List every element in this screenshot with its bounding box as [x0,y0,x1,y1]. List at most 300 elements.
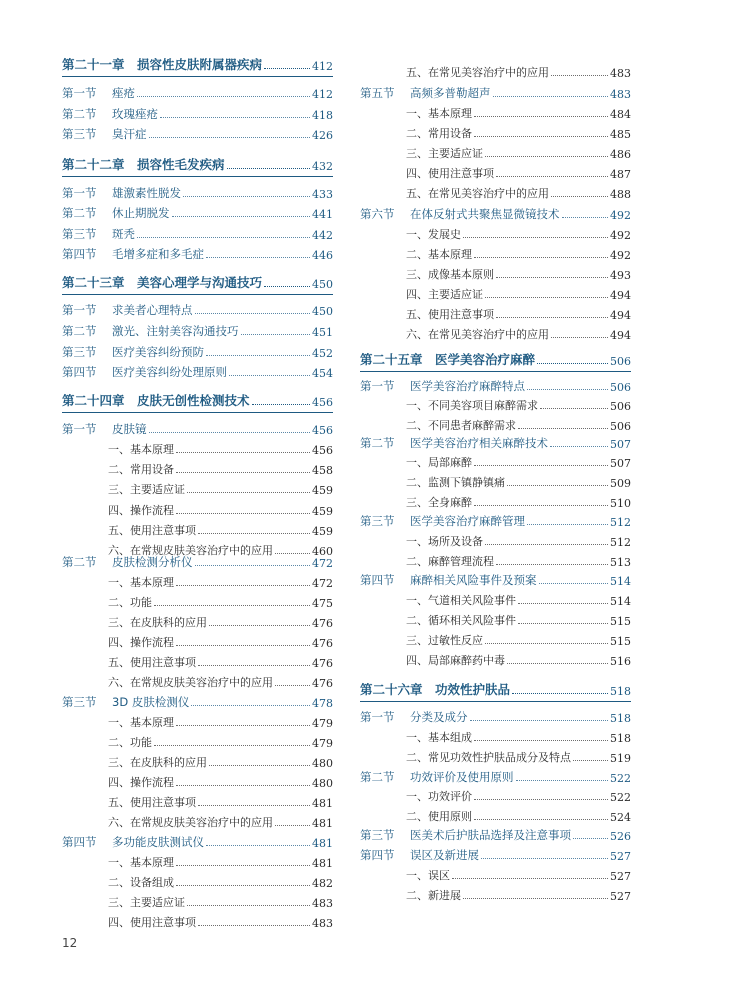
toc-section-entry[interactable] [62,81,333,101]
toc-sub-entry[interactable] [360,282,631,302]
toc-sub-entry[interactable] [360,804,631,824]
dot-leader [206,845,310,846]
toc-page-number: 515 [610,615,631,628]
toc-page-number: 494 [610,329,631,342]
toc-page-number: 506 [610,400,631,413]
dot-leader [481,858,608,859]
dot-leader [187,905,310,906]
dot-leader [496,176,608,177]
toc-section-entry[interactable] [360,823,631,843]
toc-entry-title: 二、常用设备 [406,127,472,140]
section-number: 第一节 [62,186,97,200]
dot-leader [527,524,608,525]
toc-entry-title: 第二十五章 医学美容治疗麻醉 [360,352,536,367]
dot-leader [537,363,608,364]
chapter-underline [62,412,333,413]
toc-page-number: 481 [312,837,333,850]
section-number: 第三节 [62,695,97,709]
toc-chapter-entry[interactable] [62,389,333,409]
toc-page-number: 454 [312,367,333,380]
toc-sub-entry[interactable] [360,725,631,745]
dot-leader [241,334,311,335]
toc-entry-title: 第二十二章 损容性毛发疾病 [62,157,225,172]
toc-sub-entry[interactable] [360,883,631,903]
section-number: 第六节 [360,207,395,221]
toc-page-number: 506 [610,381,631,394]
section-title: 休止期脱发 [112,206,170,220]
section-title: 雄激素性脱发 [112,186,181,200]
toc-page-number: 475 [312,597,333,610]
toc-section-entry[interactable] [360,81,631,101]
toc-section-entry[interactable] [360,374,631,394]
toc-page-number: 476 [312,657,333,670]
dot-leader [507,663,608,664]
toc-sub-entry[interactable] [360,588,631,608]
toc-section-entry[interactable] [62,102,333,122]
toc-entry-title [360,572,537,588]
toc-sub-entry[interactable] [62,477,333,497]
toc-entry-title: 一、基本原理 [406,107,472,120]
toc-page-number: 481 [312,857,333,870]
toc-entry-title: 一、场所及设备 [406,535,483,548]
dot-leader [172,216,311,217]
toc-entry-title: 第二十六章 功效性护肤品 [360,682,511,697]
toc-chapter-entry[interactable] [62,153,333,173]
toc-sub-entry[interactable] [360,470,631,490]
toc-sub-entry[interactable] [360,393,631,413]
toc-page-number: 509 [610,477,631,490]
toc-sub-entry[interactable] [360,181,631,201]
chapter-underline [62,294,333,295]
dot-leader [209,625,310,626]
section-title: 多功能皮肤测试仪 [112,835,204,849]
toc-entry-title [62,364,227,380]
dot-leader [573,760,608,761]
section-number: 第四节 [62,835,97,849]
section-title: 在体反射式共聚焦显微镜技术 [410,207,560,221]
toc-section-entry[interactable] [62,340,333,360]
section-number: 第三节 [62,127,97,141]
toc-section-entry[interactable] [62,319,333,339]
toc-section-entry[interactable] [360,765,631,785]
toc-page-number: 527 [610,850,631,863]
toc-sub-entry[interactable] [62,750,333,770]
dot-leader [551,196,608,197]
toc-page-number: 441 [312,208,333,221]
toc-entry-title: 二、循环相关风险事件 [406,614,516,627]
toc-sub-entry[interactable] [62,457,333,477]
section-number: 第三节 [62,227,97,241]
toc-sub-entry[interactable] [360,101,631,121]
toc-entry-title: 二、功能 [108,596,152,609]
section-title: 皮肤镜 [112,422,147,436]
section-title: 玫瑰痤疮 [112,107,158,121]
toc-page-number: 506 [610,355,631,368]
toc-section-entry[interactable] [360,843,631,863]
toc-entry-title: 一、功效评价 [406,790,472,803]
section-title: 医疗美容纠纷预防 [112,345,204,359]
dot-leader [551,75,608,76]
toc-page-number: 418 [312,109,333,122]
chapter-underline [360,701,631,702]
section-title: 分类及成分 [410,710,468,724]
toc-entry-title [62,205,170,221]
dot-leader [474,740,608,741]
section-number: 第五节 [360,86,395,100]
dot-leader [198,665,310,666]
toc-sub-entry[interactable] [360,784,631,804]
toc-page-number: 516 [610,655,631,668]
toc-page-number: 522 [610,772,631,785]
toc-page-number: 527 [610,870,631,883]
toc-sub-entry[interactable] [62,850,333,870]
toc-page-number: 518 [610,712,631,725]
section-title: 臭汗症 [112,127,147,141]
toc-page-number: 459 [312,505,333,518]
toc-entry-title: 一、基本原理 [108,856,174,869]
section-number: 第一节 [360,379,395,393]
dot-leader [176,885,310,886]
toc-entry-title: 五、在常见美容治疗中的应用 [406,187,549,200]
toc-section-entry[interactable] [62,181,333,201]
toc-page-number: 487 [610,168,631,181]
toc-entry-title: 三、过敏性反应 [406,634,483,647]
dot-leader [463,898,608,899]
toc-entry-title: 一、不同美容项目麻醉需求 [406,399,538,412]
dot-leader [176,645,310,646]
toc-entry-title: 一、基本组成 [406,731,472,744]
toc-sub-entry[interactable] [62,518,333,538]
dot-leader [137,96,310,97]
toc-entry-title: 六、在常规皮肤美容治疗中的应用 [108,544,273,557]
dot-leader [187,492,310,493]
dot-leader [470,720,609,721]
toc-entry-title [360,85,491,101]
dot-leader [562,217,609,218]
toc-sub-entry[interactable] [360,608,631,628]
section-title: 斑秃 [112,227,135,241]
toc-sub-entry[interactable] [360,628,631,648]
dot-leader [198,533,310,534]
toc-sub-entry[interactable] [360,413,631,433]
toc-section-entry[interactable] [62,222,333,242]
toc-entry-title: 一、基本原理 [108,443,174,456]
toc-sub-entry[interactable] [62,730,333,750]
toc-sub-entry[interactable] [62,437,333,457]
toc-sub-entry[interactable] [62,770,333,790]
dot-leader [209,765,310,766]
toc-sub-entry[interactable] [360,450,631,470]
section-title: 激光、注射美容沟通技巧 [112,324,239,338]
toc-entry-title [62,834,204,850]
dot-leader [195,313,311,314]
toc-page-number: 513 [610,556,631,569]
toc-entry-title [360,378,525,394]
toc-entry-title [360,709,468,725]
toc-sub-entry[interactable] [62,890,333,910]
toc-sub-entry[interactable] [62,570,333,590]
section-title: 毛增多症和多毛症 [112,247,204,261]
dot-leader [149,137,311,138]
toc-section-entry[interactable] [62,360,333,380]
section-title: 求美者心理特点 [112,303,193,317]
toc-entry-title: 一、误区 [406,869,450,882]
dot-leader [264,68,310,69]
chapter-underline [62,76,333,77]
dot-leader [206,355,310,356]
toc-page-number: 459 [312,525,333,538]
toc-sub-entry[interactable] [360,745,631,765]
toc-entry-title: 一、气道相关风险事件 [406,594,516,607]
section-title: 功效评价及使用原则 [410,770,514,784]
toc-entry-title [360,513,525,529]
toc-entry-title: 二、设备组成 [108,876,174,889]
toc-section-entry[interactable] [62,298,333,318]
toc-entry-title: 二、常用设备 [108,463,174,476]
toc-page-number: 412 [312,60,333,73]
toc-entry-title: 一、发展史 [406,228,461,241]
toc-sub-entry[interactable] [62,590,333,610]
toc-entry-title: 二、麻醉管理流程 [406,555,494,568]
toc-page-number: 506 [610,420,631,433]
toc-sub-entry[interactable] [62,498,333,518]
dot-leader [176,513,310,514]
toc-entry-title: 三、在皮肤科的应用 [108,756,207,769]
toc-entry-title [62,85,135,101]
dot-leader [573,838,608,839]
toc-page-number: 488 [610,188,631,201]
toc-page-number: 456 [312,444,333,457]
toc-section-entry[interactable] [360,568,631,588]
toc-section-entry[interactable] [360,705,631,725]
dot-leader [540,408,608,409]
toc-section-entry[interactable] [62,830,333,850]
toc-entry-title: 四、操作流程 [108,636,174,649]
toc-section-entry[interactable] [62,122,333,142]
section-title: 医学美容治疗麻醉特点 [410,379,525,393]
toc-sub-entry[interactable] [360,863,631,883]
toc-section-entry[interactable] [360,431,631,451]
toc-sub-entry[interactable] [62,810,333,830]
toc-page-number: 522 [610,791,631,804]
section-number: 第一节 [360,710,395,724]
dot-leader [176,865,310,866]
toc-page-number: 478 [312,697,333,710]
toc-entry-title: 第二十一章 损容性皮肤附属器疾病 [62,57,263,72]
toc-section-entry[interactable] [62,242,333,262]
section-number: 第三节 [62,345,97,359]
section-number: 第三节 [360,514,395,528]
section-number: 第二节 [62,107,97,121]
toc-page-number: 510 [610,497,631,510]
toc-entry-title: 四、操作流程 [108,776,174,789]
toc-chapter-entry[interactable] [62,53,333,73]
dot-leader [496,564,608,565]
toc-sub-entry[interactable] [360,648,631,668]
section-number: 第二节 [360,770,395,784]
toc-sub-entry[interactable] [360,242,631,262]
toc-page-number: 476 [312,677,333,690]
toc-chapter-entry[interactable] [62,271,333,291]
toc-entry-title [360,827,571,843]
section-title: 误区及新进展 [410,848,479,862]
toc-sub-entry[interactable] [62,870,333,890]
toc-page-number: 494 [610,309,631,322]
toc-entry-title: 第二十三章 美容心理学与沟通技巧 [62,275,263,290]
toc-page-number: 507 [610,438,631,451]
toc-entry-title: 二、不同患者麻醉需求 [406,419,516,432]
toc-section-entry[interactable] [62,417,333,437]
toc-entry-title: 一、局部麻醉 [406,456,472,469]
toc-entry-title [62,185,181,201]
dot-leader [474,799,608,800]
toc-entry-title: 一、基本原理 [108,716,174,729]
toc-sub-entry[interactable] [62,710,333,730]
toc-entry-title: 六、在常见美容治疗中的应用 [406,328,549,341]
dot-leader [252,404,310,405]
section-number: 第二节 [62,324,97,338]
dot-leader [206,257,310,258]
section-number: 第四节 [62,365,97,379]
toc-page-number: 492 [610,209,631,222]
toc-sub-entry[interactable] [360,60,631,80]
toc-chapter-entry[interactable] [360,348,631,368]
dot-leader [264,286,310,287]
dot-leader [474,116,608,117]
toc-page-number: 452 [312,347,333,360]
dot-leader [485,544,608,545]
toc-page-number: 460 [312,545,333,558]
page-number: 12 [62,936,78,950]
dot-leader [527,389,608,390]
toc-sub-entry[interactable] [360,121,631,141]
toc-sub-entry[interactable] [62,610,333,630]
toc-entry-title [62,106,158,122]
toc-page-number: 456 [312,424,333,437]
toc-page-number: 512 [610,516,631,529]
toc-page-number: 450 [312,278,333,291]
dot-leader [183,196,310,197]
toc-page-number: 482 [312,877,333,890]
dot-leader [198,925,310,926]
toc-sub-entry[interactable] [360,322,631,342]
toc-entry-title [360,435,548,451]
toc-entry-title [62,554,193,570]
dot-leader [176,452,310,453]
toc-section-entry[interactable] [360,509,631,529]
toc-page-number: 483 [610,67,631,80]
section-number: 第二节 [360,436,395,450]
toc-sub-entry[interactable] [62,650,333,670]
toc-entry-title [62,246,204,262]
toc-sub-entry[interactable] [360,490,631,510]
toc-page-number: 492 [610,249,631,262]
toc-entry-title [360,847,479,863]
toc-entry-title [62,323,239,339]
dot-leader [137,237,310,238]
toc-sub-entry[interactable] [360,141,631,161]
section-number: 第一节 [62,86,97,100]
dot-leader [518,428,608,429]
section-title: 医疗美容纠纷处理原则 [112,365,227,379]
toc-sub-entry[interactable] [62,790,333,810]
dot-leader [227,168,310,169]
toc-sub-entry[interactable] [62,910,333,930]
toc-entry-title: 一、基本原理 [108,576,174,589]
toc-entry-title: 四、局部麻醉药中毒 [406,654,505,667]
toc-entry-title: 二、功能 [108,736,152,749]
toc-page-number: 451 [312,326,333,339]
toc-page-number: 486 [610,148,631,161]
dot-leader [191,705,310,706]
toc-page-number: 526 [610,830,631,843]
toc-page-number: 479 [312,717,333,730]
section-title: 3D 皮肤检测仪 [112,695,190,709]
toc-section-entry[interactable] [62,690,333,710]
toc-entry-title: 三、在皮肤科的应用 [108,616,207,629]
toc-entry-title: 三、主要适应证 [108,896,185,909]
toc-entry-title [360,206,560,222]
toc-entry-title: 二、新进展 [406,889,461,902]
toc-page-number: 483 [312,917,333,930]
toc-sub-entry[interactable] [360,262,631,282]
section-number: 第四节 [62,247,97,261]
toc-entry-title: 二、使用原则 [406,810,472,823]
toc-entry-title: 四、使用注意事项 [406,167,494,180]
dot-leader [474,465,608,466]
dot-leader [474,136,608,137]
toc-sub-entry[interactable] [360,222,631,242]
toc-sub-entry[interactable] [62,630,333,650]
section-number: 第一节 [62,303,97,317]
toc-section-entry[interactable] [62,550,333,570]
toc-sub-entry[interactable] [62,670,333,690]
toc-page-number: 514 [610,575,631,588]
toc-page-number: 432 [312,160,333,173]
toc-chapter-entry[interactable] [360,678,631,698]
toc-sub-entry[interactable] [360,549,631,569]
dot-leader [275,685,310,686]
toc-sub-entry[interactable] [360,529,631,549]
toc-sub-entry[interactable] [360,302,631,322]
dot-leader [229,375,310,376]
toc-page-number: 476 [312,617,333,630]
section-number: 第二节 [62,206,97,220]
toc-entry-title [62,694,189,710]
toc-entry-title: 三、成像基本原则 [406,268,494,281]
toc-section-entry[interactable] [360,202,631,222]
toc-page-number: 493 [610,269,631,282]
toc-entry-title: 二、监测下镇静镇痛 [406,476,505,489]
dot-leader [275,825,310,826]
dot-leader [176,585,310,586]
dot-leader [160,117,310,118]
toc-entry-title: 第二十四章 皮肤无创性检测技术 [62,393,250,408]
toc-entry-title: 五、在常见美容治疗中的应用 [406,66,549,79]
toc-section-entry[interactable] [62,201,333,221]
toc-entry-title [62,344,204,360]
chapter-underline [360,371,631,372]
dot-leader [496,317,608,318]
dot-leader [474,257,608,258]
toc-page-number: 446 [312,249,333,262]
toc-sub-entry[interactable] [360,161,631,181]
dot-leader [512,693,608,694]
toc-entry-title: 五、使用注意事项 [108,656,196,669]
dot-leader [474,505,608,506]
dot-leader [176,785,310,786]
dot-leader [550,446,608,447]
